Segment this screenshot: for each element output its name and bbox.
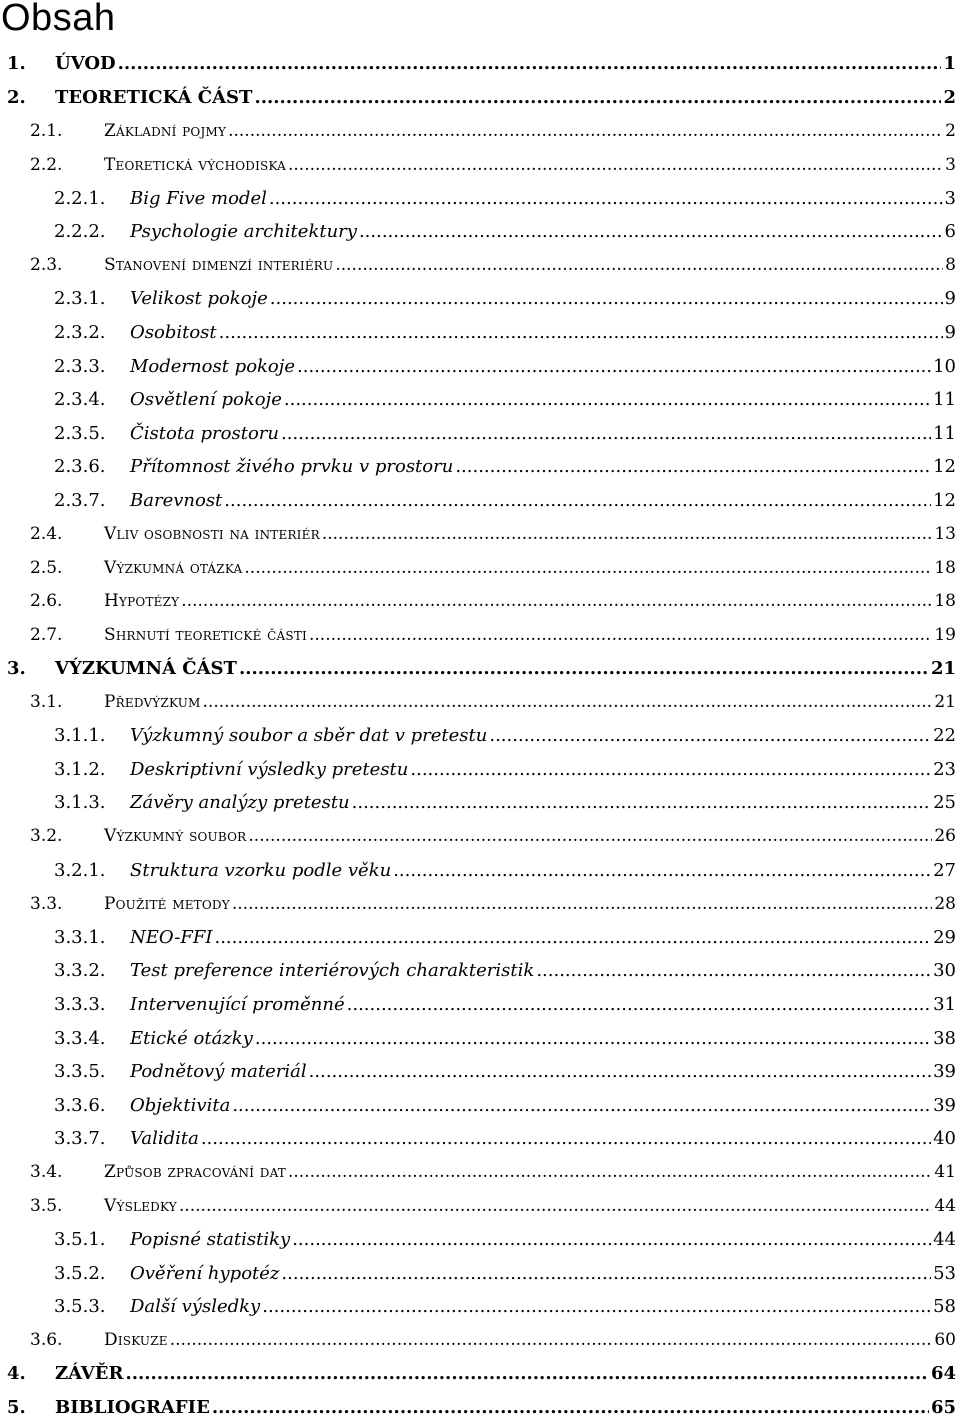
- toc-entry-label: Teoretická východiska: [104, 154, 286, 175]
- dot-leader: [347, 994, 931, 1015]
- toc-entry-line: [130, 1021, 956, 1055]
- toc-entry-line: [130, 719, 956, 753]
- toc-entry-label: Závěry analýzy pretestu: [130, 792, 350, 814]
- toc-entry-line: [130, 1122, 956, 1156]
- toc-entry-number: 2.5.: [30, 557, 63, 578]
- dot-leader: [239, 658, 929, 679]
- toc-entry-label: Použité metody: [104, 893, 230, 914]
- dot-leader: [335, 255, 943, 275]
- toc-entry[interactable]: [0, 417, 960, 451]
- toc-entry[interactable]: [0, 1021, 960, 1055]
- toc-entry[interactable]: [0, 215, 960, 249]
- toc-entry-number: 3.1.3.: [54, 792, 106, 814]
- toc-entry-line: [130, 1088, 956, 1122]
- toc-entry-number: 2.: [7, 86, 26, 108]
- toc-entry-number: 3.1.: [30, 692, 63, 713]
- toc-entry-label: Validita: [130, 1128, 199, 1150]
- toc-entry-label: Diskuze: [104, 1330, 168, 1351]
- toc-entry-page: 3: [944, 187, 956, 209]
- toc-entry-label: BIBLIOGRAFIE: [55, 1397, 210, 1419]
- toc-entry-line: [104, 148, 956, 182]
- dot-leader: [288, 155, 943, 175]
- dot-leader: [255, 1028, 931, 1049]
- toc-entry[interactable]: [0, 618, 960, 652]
- toc-entry-line: [104, 618, 956, 652]
- toc-entry[interactable]: [0, 752, 960, 786]
- dot-leader: [410, 759, 931, 780]
- toc-entry-line: [104, 1189, 956, 1223]
- toc-entry-line: [104, 1324, 956, 1358]
- toc-entry-line: [130, 1055, 956, 1089]
- toc-entry-label: Big Five model: [130, 187, 267, 209]
- toc-entry-page: 8: [945, 255, 956, 276]
- toc-entry-label: Podnětový materiál: [130, 1061, 307, 1083]
- toc-entry-label: Deskriptivní výsledky pretestu: [130, 758, 409, 780]
- toc-entry-label: Intervenující proměnné: [130, 993, 345, 1015]
- toc-entry-page: 12: [933, 490, 956, 512]
- dot-leader: [212, 1397, 929, 1418]
- toc-entry-label: Další výsledky: [130, 1296, 261, 1318]
- toc-entry-page: 18: [934, 557, 956, 578]
- toc-entry-line: [55, 1357, 956, 1391]
- toc-entry-label: VÝZKUMNÁ ČÁST: [55, 657, 237, 679]
- dot-leader: [203, 692, 933, 712]
- toc-entry-line: [130, 349, 956, 383]
- toc-entry-number: 2.3.4.: [54, 389, 106, 411]
- toc-entry-number: 2.3.1.: [54, 288, 106, 310]
- dot-leader: [125, 1363, 928, 1384]
- toc-entry-page: 44: [933, 1229, 956, 1251]
- toc-entry[interactable]: [0, 450, 960, 484]
- toc-entry-number: 3.3.5.: [54, 1061, 106, 1083]
- toc-entry[interactable]: [0, 1122, 960, 1156]
- toc-entry-page: 6: [944, 221, 956, 243]
- toc-entry-number: 3.5.: [30, 1195, 63, 1216]
- dot-leader: [254, 87, 941, 108]
- toc-entry-number: 2.7.: [30, 624, 63, 645]
- toc-entry-page: 28: [934, 893, 956, 914]
- toc-entry[interactable]: [0, 1357, 960, 1391]
- toc-entry[interactable]: [0, 383, 960, 417]
- toc-entry-number: 3.5.1.: [54, 1229, 106, 1251]
- toc-entry-line: [130, 988, 956, 1022]
- toc-entry-line: [104, 820, 956, 854]
- toc-entry-label: ZÁVĚR: [55, 1363, 124, 1385]
- toc-entry-line: [130, 1256, 956, 1290]
- dot-leader: [288, 1162, 932, 1182]
- toc-entry-label: Velikost pokoje: [130, 288, 268, 310]
- toc-entry-number: 3.2.1.: [54, 859, 106, 881]
- toc-entry-line: [130, 752, 956, 786]
- toc-entry-line: [104, 517, 956, 551]
- dot-leader: [489, 725, 931, 746]
- toc-entry-page: 30: [933, 960, 956, 982]
- dot-leader: [269, 188, 943, 209]
- toc-entry-label: Vliv osobnosti na interiér: [104, 524, 320, 545]
- toc-entry-line: [55, 652, 956, 686]
- toc-entry[interactable]: [0, 148, 960, 182]
- toc-entry-page: 9: [944, 322, 956, 344]
- toc-entry-label: Čistota prostoru: [130, 422, 279, 444]
- toc-entry-number: 3.2.: [30, 826, 63, 847]
- toc-entry-page: 41: [934, 1162, 956, 1183]
- toc-entry-number: 3.3.7.: [54, 1128, 106, 1150]
- toc-entry-line: [130, 181, 956, 215]
- dot-leader: [224, 490, 931, 511]
- dot-leader: [214, 927, 931, 948]
- dot-leader: [118, 53, 942, 74]
- table-of-contents: [0, 47, 960, 1424]
- toc-entry[interactable]: [0, 719, 960, 753]
- toc-entry-line: [104, 585, 956, 619]
- toc-entry[interactable]: [0, 652, 960, 686]
- dot-leader: [393, 860, 931, 881]
- toc-entry-number: 2.4.: [30, 524, 63, 545]
- toc-entry-page: 12: [933, 456, 956, 478]
- toc-entry-number: 3.3.6.: [54, 1094, 106, 1116]
- toc-entry[interactable]: [0, 1324, 960, 1358]
- toc-entry[interactable]: [0, 551, 960, 585]
- dot-leader: [281, 423, 931, 444]
- toc-entry[interactable]: [0, 920, 960, 954]
- toc-entry-label: Osobitost: [130, 322, 217, 344]
- toc-entry[interactable]: [0, 786, 960, 820]
- toc-entry-line: [104, 551, 956, 585]
- toc-entry-label: Modernost pokoje: [130, 355, 296, 377]
- dot-leader: [297, 356, 931, 377]
- toc-entry-label: Způsob zpracování dat: [104, 1162, 286, 1183]
- dot-leader: [219, 322, 943, 343]
- toc-entry[interactable]: [0, 1391, 960, 1424]
- toc-entry-number: 3.1.1.: [54, 725, 106, 747]
- toc-entry-page: 23: [933, 758, 956, 780]
- toc-entry-page: 38: [933, 1027, 956, 1049]
- toc-entry-page: 21: [934, 692, 956, 713]
- toc-entry-label: Výzkumná otázka: [104, 557, 243, 578]
- dot-leader: [322, 524, 933, 544]
- dot-leader: [536, 960, 931, 981]
- toc-entry-line: [130, 954, 956, 988]
- toc-entry-page: 27: [933, 859, 956, 881]
- toc-entry-page: 13: [934, 524, 956, 545]
- toc-entry-line: [55, 47, 956, 81]
- toc-entry[interactable]: [0, 1156, 960, 1190]
- toc-entry-label: Hypotézy: [104, 591, 180, 612]
- toc-entry-line: [55, 81, 956, 115]
- toc-entry-number: 1.: [7, 53, 26, 75]
- dot-leader: [232, 1095, 931, 1116]
- toc-entry-label: Předvýzkum: [104, 692, 201, 713]
- toc-entry-line: [130, 853, 956, 887]
- toc-entry[interactable]: [0, 1223, 960, 1257]
- toc-entry-number: 3.3.1.: [54, 926, 106, 948]
- toc-entry-line: [104, 249, 956, 283]
- toc-entry-line: [130, 1290, 956, 1324]
- dot-leader: [201, 1128, 931, 1149]
- toc-entry-number: 2.2.: [30, 154, 63, 175]
- toc-entry-number: 3.3.2.: [54, 960, 106, 982]
- toc-entry-line: [104, 887, 956, 921]
- toc-entry-page: 3: [945, 154, 956, 175]
- toc-entry[interactable]: [0, 517, 960, 551]
- toc-entry[interactable]: [0, 1290, 960, 1324]
- toc-entry-line: [130, 282, 956, 316]
- toc-entry-page: 29: [933, 926, 956, 948]
- toc-entry[interactable]: [0, 1189, 960, 1223]
- dot-leader: [170, 1330, 933, 1350]
- dot-leader: [309, 1061, 931, 1082]
- toc-entry-line: [130, 484, 956, 518]
- toc-entry-page: 40: [933, 1128, 956, 1150]
- toc-entry-label: Přítomnost živého prvku v prostoru: [130, 456, 454, 478]
- toc-entry-label: Etické otázky: [130, 1027, 253, 1049]
- toc-entry-page: 39: [933, 1094, 956, 1116]
- toc-entry-label: Psychologie architektury: [130, 221, 357, 243]
- toc-entry-number: 4.: [7, 1363, 26, 1385]
- toc-entry-number: 3.: [7, 657, 26, 679]
- toc-entry-page: 65: [930, 1397, 956, 1419]
- toc-entry-label: NEO-FFI: [130, 926, 213, 948]
- dot-leader: [248, 826, 932, 846]
- toc-entry-line: [130, 786, 956, 820]
- dot-leader: [181, 591, 932, 611]
- toc-entry-page: 22: [933, 725, 956, 747]
- toc-entry-number: 3.3.4.: [54, 1027, 106, 1049]
- toc-entry-number: 3.6.: [30, 1330, 63, 1351]
- toc-entry-label: Výzkumný soubor a sběr dat v pretestu: [130, 725, 488, 747]
- toc-entry-page: 60: [934, 1330, 956, 1351]
- toc-entry-page: 11: [933, 389, 956, 411]
- toc-entry-page: 26: [934, 826, 956, 847]
- toc-entry-page: 2: [943, 86, 956, 108]
- toc-entry-line: [55, 1391, 956, 1424]
- toc-entry-page: 19: [934, 624, 956, 645]
- dot-leader: [232, 894, 932, 914]
- toc-entry-line: [104, 685, 956, 719]
- toc-entry[interactable]: [0, 181, 960, 215]
- toc-entry-label: Shrnutí teoretické části: [104, 624, 307, 645]
- toc-entry-number: 3.3.3.: [54, 993, 106, 1015]
- toc-entry-number: 3.1.2.: [54, 758, 106, 780]
- toc-entry[interactable]: [0, 988, 960, 1022]
- toc-entry-label: Struktura vzorku podle věku: [130, 859, 392, 881]
- toc-entry-label: Základní pojmy: [104, 120, 227, 141]
- toc-entry-number: 3.5.3.: [54, 1296, 106, 1318]
- toc-entry-label: TEORETICKÁ ČÁST: [55, 86, 253, 108]
- toc-entry-page: 21: [930, 657, 956, 679]
- dot-leader: [281, 1263, 931, 1284]
- toc-entry-number: 2.2.2.: [54, 221, 106, 243]
- toc-entry-line: [130, 920, 956, 954]
- toc-entry-line: [130, 450, 956, 484]
- toc-entry-line: [130, 215, 956, 249]
- dot-leader: [455, 456, 931, 477]
- toc-entry-page: 9: [944, 288, 956, 310]
- toc-entry[interactable]: [0, 820, 960, 854]
- toc-entry-page: 11: [933, 422, 956, 444]
- dot-leader: [352, 792, 931, 813]
- toc-entry-line: [130, 383, 956, 417]
- toc-entry-label: Stanovení dimenzí interiéru: [104, 255, 334, 276]
- toc-entry-page: 25: [933, 792, 956, 814]
- toc-entry-page: 1: [943, 53, 956, 75]
- toc-entry-line: [104, 1156, 956, 1190]
- toc-entry-number: 3.5.2.: [54, 1262, 106, 1284]
- dot-leader: [228, 121, 943, 141]
- toc-entry-number: 2.3.3.: [54, 355, 106, 377]
- toc-entry[interactable]: [0, 349, 960, 383]
- toc-entry[interactable]: [0, 114, 960, 148]
- toc-entry-line: [130, 417, 956, 451]
- toc-entry-number: 5.: [7, 1397, 26, 1419]
- toc-entry[interactable]: [0, 282, 960, 316]
- toc-entry[interactable]: [0, 249, 960, 283]
- toc-entry-number: 2.2.1.: [54, 187, 106, 209]
- toc-entry-number: 2.1.: [30, 120, 63, 141]
- toc-entry-number: 2.6.: [30, 591, 63, 612]
- toc-entry-page: 18: [934, 591, 956, 612]
- toc-entry-page: 64: [930, 1363, 956, 1385]
- toc-entry-label: Popisné statistiky: [130, 1229, 291, 1251]
- toc-entry[interactable]: [0, 585, 960, 619]
- toc-entry-label: Výsledky: [104, 1195, 177, 1216]
- toc-entry-number: 2.3.6.: [54, 456, 106, 478]
- toc-entry[interactable]: [0, 81, 960, 115]
- toc-entry-number: 2.3.7.: [54, 490, 106, 512]
- toc-entry-page: 10: [933, 355, 956, 377]
- toc-entry-page: 58: [933, 1296, 956, 1318]
- toc-entry-label: Osvětlení pokoje: [130, 389, 282, 411]
- dot-leader: [309, 625, 932, 645]
- toc-entry[interactable]: [0, 47, 960, 81]
- toc-entry-label: Ověření hypotéz: [130, 1262, 280, 1284]
- toc-entry-label: Test preference interiérových charakteristik: [130, 960, 535, 982]
- toc-entry-number: 2.3.5.: [54, 422, 106, 444]
- toc-entry[interactable]: [0, 1055, 960, 1089]
- toc-entry-label: ÚVOD: [55, 53, 116, 75]
- toc-entry-label: Výzkumný soubor: [104, 826, 247, 847]
- dot-leader: [270, 288, 943, 309]
- toc-entry[interactable]: [0, 1256, 960, 1290]
- toc-entry[interactable]: [0, 887, 960, 921]
- toc-entry-page: 2: [945, 120, 956, 141]
- toc-entry-number: 2.3.2.: [54, 322, 106, 344]
- toc-entry[interactable]: [0, 853, 960, 887]
- toc-entry-line: [104, 114, 956, 148]
- toc-entry-page: 53: [933, 1262, 956, 1284]
- toc-entry-page: 44: [934, 1195, 956, 1216]
- dot-leader: [359, 221, 943, 242]
- dot-leader: [292, 1229, 931, 1250]
- toc-entry-page: 39: [933, 1061, 956, 1083]
- dot-leader: [244, 558, 932, 578]
- toc-entry-number: 3.4.: [30, 1162, 63, 1183]
- toc-entry-number: 2.3.: [30, 255, 63, 276]
- toc-entry[interactable]: [0, 484, 960, 518]
- dot-leader: [284, 389, 931, 410]
- toc-entry[interactable]: [0, 316, 960, 350]
- toc-entry[interactable]: [0, 685, 960, 719]
- toc-entry-page: 31: [933, 993, 956, 1015]
- toc-entry-line: [130, 316, 956, 350]
- toc-entry-number: 3.3.: [30, 893, 63, 914]
- toc-entry-label: Barevnost: [130, 490, 223, 512]
- toc-entry[interactable]: [0, 1088, 960, 1122]
- page-title: Obsah: [1, 0, 116, 39]
- toc-entry-line: [130, 1223, 956, 1257]
- dot-leader: [179, 1196, 932, 1216]
- toc-entry[interactable]: [0, 954, 960, 988]
- dot-leader: [262, 1296, 931, 1317]
- toc-entry-label: Objektivita: [130, 1094, 231, 1116]
